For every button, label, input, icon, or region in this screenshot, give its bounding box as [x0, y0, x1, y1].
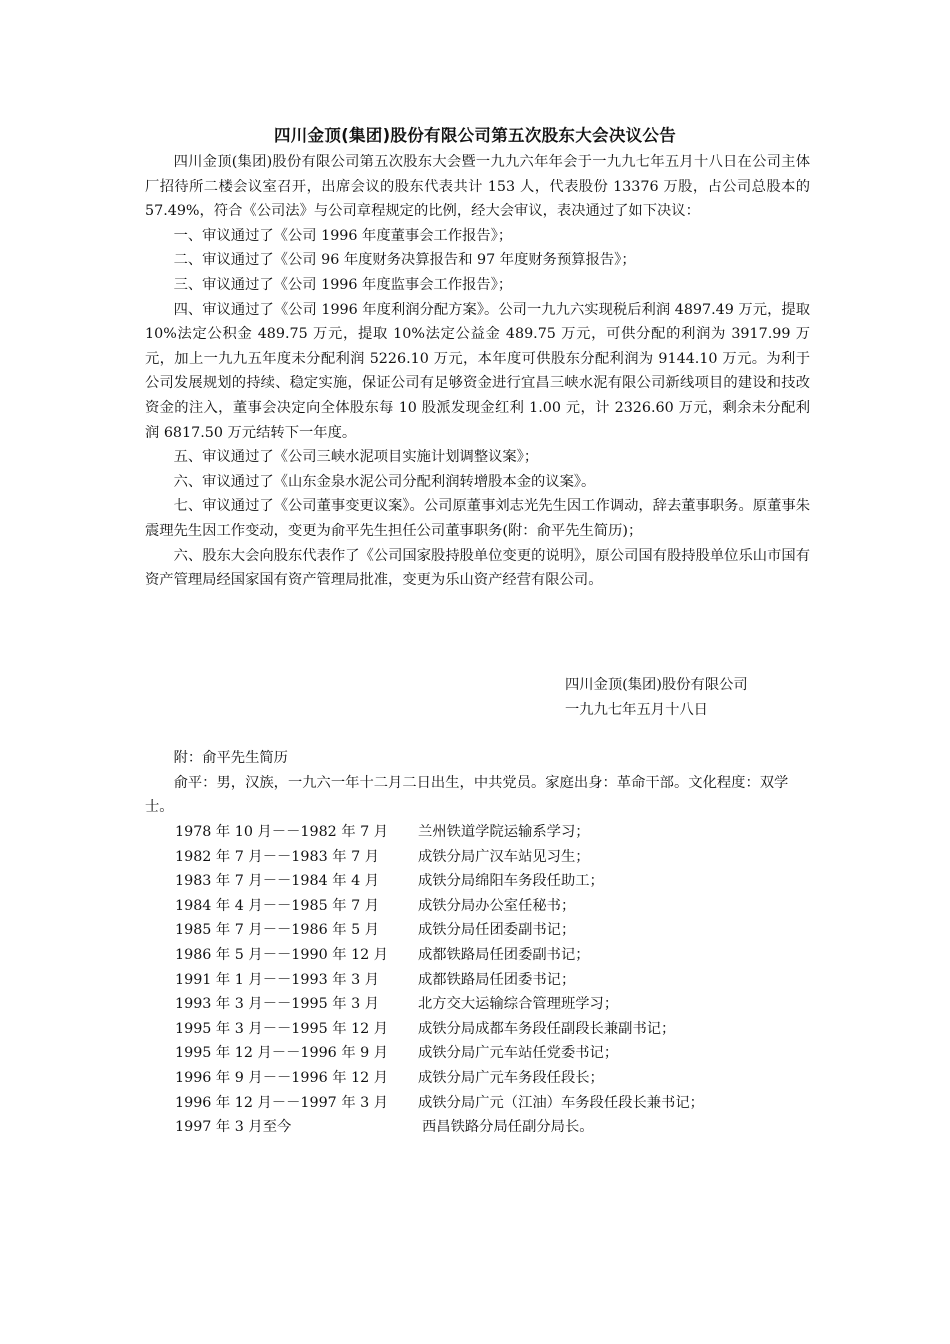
resume-duty: 成铁分局广元车站任党委书记；: [418, 1045, 619, 1062]
resume-duty: 成铁分局任团委副书记；: [418, 922, 576, 939]
resume-period: 1996 年 12 月－－1997 年 3 月: [175, 1094, 389, 1111]
resolution-item-3: 三、审议通过了《公司 1996 年度监事会工作报告》；: [173, 276, 513, 293]
resolution-body: [145, 150, 810, 593]
resume-duty: 成都铁路局任团委副书记；: [418, 946, 590, 963]
resume-period: 1978 年 10 月－－1982 年 7 月: [175, 824, 389, 840]
resume-period: 1986 年 5 月－－1990 年 12 月: [175, 946, 389, 963]
signature-company: 四川金顶(集团)股份有限公司: [565, 677, 748, 693]
resume-duty: 成铁分局广元（江油）车务段任段长兼书记；: [418, 1094, 704, 1111]
intro-paragraph: 四川金顶(集团)股份有限公司第五次股东大会暨一九九六年年会于一九九七年五月十八日在公司主体厂招待所二楼会议室召开，出席会议的股东代表共计 153 人，代表股份 13376 万股，占公司总股本的 57.49%，符合《公司法》与公司章程规定的比例，经大会审议，表决通过了如下决议：: [145, 154, 810, 220]
resolution-item-1: 一、审议通过了《公司 1996 年度董事会工作报告》；: [173, 227, 513, 244]
resume-duty: 北方交大运输综合管理班学习；: [418, 996, 619, 1013]
resume-duty: 成都铁路局任团委书记；: [418, 971, 576, 988]
resolution-item-2: 二、审议通过了《公司 96 年度财务决算报告和 97 年度财务预算报告》；: [173, 252, 636, 269]
appendix-heading: 附：俞平先生简历: [173, 750, 288, 766]
resume-duty: 西昌铁路分局任副分局长。: [422, 1119, 594, 1136]
resume-period: 1993 年 3 月－－1995 年 3 月: [175, 996, 380, 1013]
resume-period: 1997 年 3 月至今: [175, 1119, 292, 1136]
resolution-item-7: 七、审议通过了《公司董事变更议案》。公司原董事刘志光先生因工作调动，辞去董事职务。原董事朱震理先生因工作变动，变更为俞平先生担任公司董事职务(附：俞平先生简历)；: [145, 498, 810, 539]
resume-duty: 成铁分局广汉车站见习生；: [418, 848, 590, 865]
resume-period: 1983 年 7 月－－1984 年 4 月: [175, 873, 380, 890]
resolution-item-4: 四、审议通过了《公司 1996 年度利润分配方案》。公司一九九六实现税后利润 4897.49 万元，提取 10%法定公积金 489.75 万元，提取 10%法定公益金 489.75 万元，可供分配的利润为 3917.99 万元，加上一九九五年度未分配利润 5226.10 万元，本年度可供股东分配利润为 9144.10 万元。为利于公司发展规划的持续、稳定实施，保证公司有足够资金进行宜昌三峡水泥有限公司新线项目的建设和技改资金的注入，董事会决定向全体股东每 10 股派发现金红利 1.00 元，计 2326.60 万元，剩余未分配利润 6817.50 万元结转下一年度。: [145, 301, 810, 441]
resume-period: 1985 年 7 月－－1986 年 5 月: [175, 922, 380, 939]
signature-date: 一九九七年五月十八日: [565, 701, 708, 718]
resume-period: 1995 年 3 月－－1995 年 12 月: [175, 1020, 389, 1037]
resume-period: 1995 年 12 月－－1996 年 9 月: [175, 1045, 389, 1062]
appendix-intro: 俞平：男，汉族，一九六一年十二月二日出生，中共党员。家庭出身：革命干部。文化程度：双学士。: [145, 774, 789, 816]
resume-period: 1982 年 7 月－－1983 年 7 月: [175, 848, 380, 865]
document-title: 四川金顶(集团)股份有限公司第五次股东大会决议公告: [273, 126, 677, 145]
resolution-item-6: 六、审议通过了《山东金泉水泥公司分配利润转增股本金的议案》。: [173, 473, 596, 490]
signature-block: [565, 673, 748, 722]
resume-duty: 成铁分局广元车务段任段长；: [418, 1069, 604, 1086]
appendix-section: [145, 746, 815, 820]
resume-period: 1991 年 1 月－－1993 年 3 月: [175, 971, 380, 988]
resume-period: 1996 年 9 月－－1996 年 12 月: [175, 1069, 389, 1086]
resume-period: 1984 年 4 月－－1985 年 7 月: [175, 897, 380, 914]
resolution-item-5: 五、审议通过了《公司三峡水泥项目实施计划调整议案》；: [173, 449, 539, 466]
resolution-item-8: 六、股东大会向股东代表作了《公司国家股持股单位变更的说明》，原公司国有股持股单位乐山市国有资产管理局经国家国有资产管理局批准，变更为乐山资产经营有限公司。: [145, 547, 810, 589]
resume-duty: 成铁分局成都车务段任副段长兼副书记；: [418, 1020, 676, 1037]
resume-duty: 成铁分局办公室任秘书；: [418, 897, 576, 914]
resume-duty: 兰州铁道学院运输系学习；: [418, 824, 590, 840]
resume-duty: 成铁分局绵阳车务段任助工；: [418, 873, 604, 890]
